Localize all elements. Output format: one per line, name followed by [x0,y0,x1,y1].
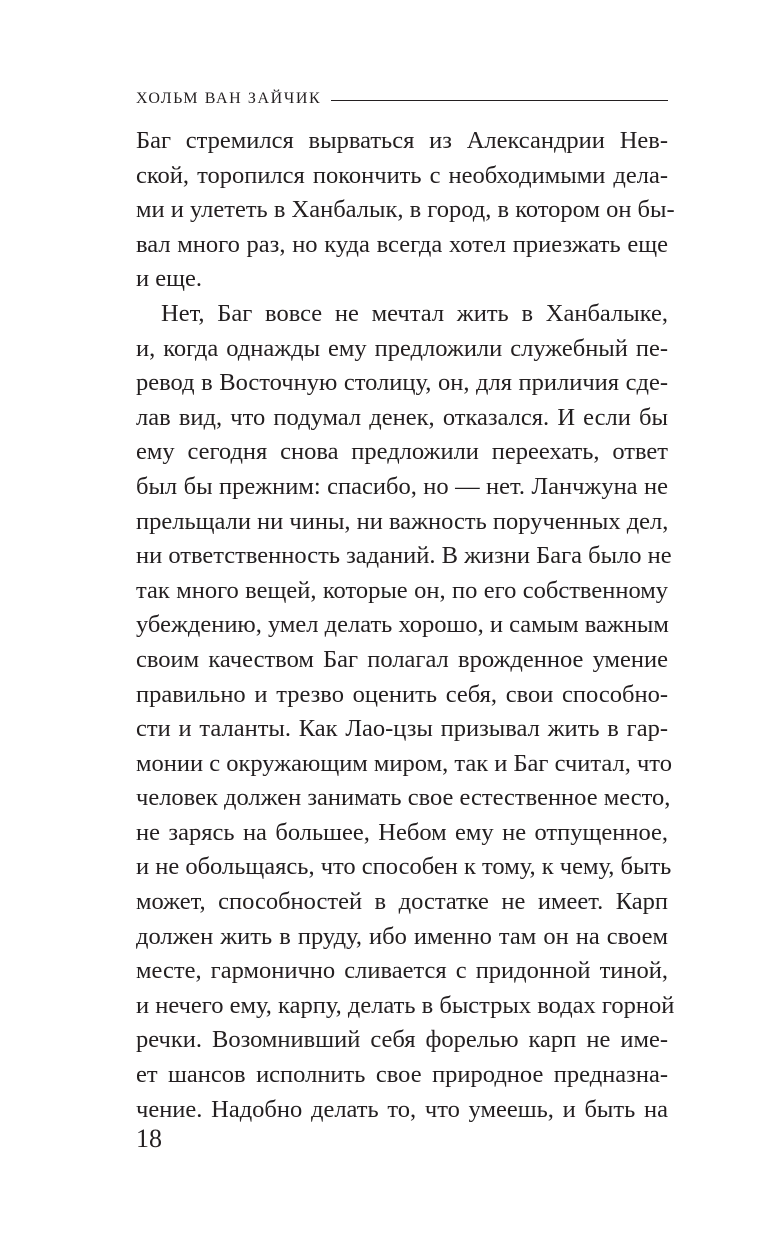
text-line: не зарясь на большее, Небом ему не отпущенное, [136,818,668,846]
text-line: лав вид, что подумал денек, отказался. И если бы [136,403,668,431]
text-line: так много вещей, которые он, по его собственному [136,576,668,604]
text-line: ни ответственность заданий. В жизни Бага было не [136,542,672,570]
text-line: может, способностей в достатке не имеет. Карп [136,888,668,916]
text-line: Нет, Баг вовсе не мечтал жить в Ханбалыке, [161,299,668,327]
text-line: прельщали ни чины, ни важность порученных дел, [136,507,669,535]
text-line: убеждению, умел делать хорошо, и самым важным [136,611,669,639]
text-line: должен жить в пруду, ибо именно там он на своем [136,922,668,950]
text-line: ской, торопился покончить с необходимыми дела- [136,161,668,189]
text-line: человек должен занимать свое естественное место, [136,784,671,812]
text-line: был бы прежним: спасибо, но — нет. Ланчжуна не [136,472,668,500]
text-line: своим качеством Баг полагал врожденное умение [136,645,668,673]
text-line: и, когда однажды ему предложили служебный пе- [136,334,668,362]
text-line: вал много раз, но куда всегда хотел приезжать еще [136,230,668,258]
text-line: и нечего ему, карпу, делать в быстрых водах горной [136,991,675,1019]
text-line: чение. Надобно делать то, что умеешь, и быть на [136,1095,668,1123]
text-line: сти и таланты. Как Лао-цзы призывал жить в гар- [136,715,668,743]
text-line: и еще. [136,265,202,293]
running-head-title: ХОЛЬМ ВАН ЗАЙЧИК [136,90,322,107]
text-line: Баг стремился вырваться из Александрии Нев- [136,127,668,154]
text-line: правильно и трезво оценить себя, свои способно- [136,680,668,708]
text-line: месте, гармонично сливается с придонной тиной, [136,957,668,985]
text-line: ми и улететь в Ханбалык, в город, в котором он бы- [136,196,675,224]
running-head-rule [331,100,668,101]
page-number: 18 [136,1124,162,1153]
text-line: речки. Возомнивший себя форелью карп не име- [136,1026,668,1054]
text-line: ет шансов исполнить свое природное предназна- [136,1061,668,1089]
running-head [136,86,668,112]
text-line: ему сегодня снова предложили переехать, ответ [136,438,668,466]
text-line: и не обольщаясь, что способен к тому, к чему, быть [136,853,672,881]
text-line: монии с окружающим миром, так и Баг считал, что [136,749,672,777]
text-line: ревод в Восточную столицу, он, для приличия сде- [136,369,668,397]
body-text [136,124,675,1127]
